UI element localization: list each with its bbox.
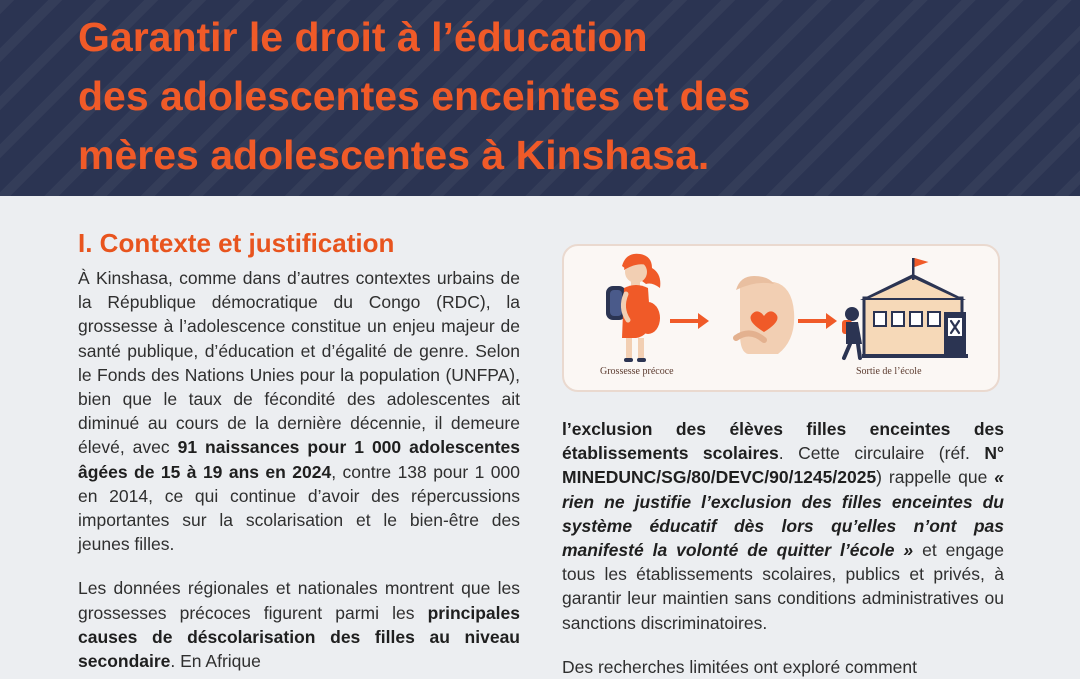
paragraph-text: et engage tous les établissements scolaires, publics et privés, à garantir leur maintien sans conditions administratives ou sanctions discriminatoires. — [562, 540, 1004, 633]
exclusion-highlight: l’exclusion des élèves filles enceintes des établissements scolaires — [562, 419, 1004, 464]
school-exit-icon — [842, 258, 968, 358]
title-line-1: Garantir le droit à l’éducation — [78, 14, 648, 60]
arrow-right-icon — [670, 313, 709, 329]
circular-paragraph — [562, 417, 1004, 635]
paragraph-text: Des recherches limitées ont exploré comment — [562, 656, 918, 677]
paragraph-text: . Cette circulaire (réf. — [778, 443, 985, 464]
circular-reference: N° MINEDUNC/SG/80/DEVC/90/1245/2025 — [562, 443, 1004, 488]
title-line-3: mères adolescentes à Kinshasa. — [78, 132, 710, 178]
paragraph-text: ) rappelle que — [876, 467, 995, 488]
regional-data-paragraph — [78, 576, 520, 673]
illustration-panel — [562, 244, 1000, 392]
section-heading: I. Contexte et justification — [78, 228, 395, 258]
arrow-right-icon — [798, 313, 837, 329]
caption-school-exit: Sortie de l’école — [856, 366, 922, 377]
birth-rate-highlight: 91 naissances pour 1 000 adolescentes âgées de 15 à 19 ans en 2024 — [78, 437, 520, 482]
paragraph-text: Les données régionales et nationales montrent que les grossesses précoces figurent parmi les — [78, 578, 520, 623]
left-column — [78, 266, 520, 673]
dropout-cause-highlight: principales causes de déscolarisation des filles au niveau secondaire — [78, 602, 520, 672]
paragraph-text: À Kinshasa, comme dans d’autres contextes urbains de la République démocratique du Congo (RDC), la grossesse à l’adolescence constitue un enjeu majeur de santé publique, d’éducation et d’égalité de genre. Selon le Fonds des Nations Unies pour la population (UNFPA), bien que le taux de fécondité des adolescentes ait diminué au cours de la dernière décennie, il demeure élevé, avec — [78, 268, 520, 458]
right-column — [562, 417, 1004, 679]
paragraph-text: , contre 138 pour 1 000 en 2014, ce qui continue d’avoir des répercussions importantes sur la scolarisation et le bien-être des jeunes filles. — [78, 461, 521, 555]
belly-heart-icon — [736, 276, 794, 354]
pregnant-girl-icon — [606, 254, 660, 362]
circular-quote: « rien ne justifie l’exclusion des filles enceintes du système éducatif dès lors qu’elles n’ont pas manifesté la volonté de quitter l’école » — [562, 467, 1004, 561]
context-paragraph — [78, 266, 520, 556]
page-title — [78, 8, 1058, 185]
title-line-2: des adolescentes enceintes et des — [78, 73, 751, 119]
caption-early-pregnancy: Grossesse précoce — [600, 366, 674, 377]
research-paragraph — [562, 655, 1004, 679]
paragraph-text: . En Afrique — [170, 651, 261, 672]
title-banner — [0, 0, 1080, 196]
